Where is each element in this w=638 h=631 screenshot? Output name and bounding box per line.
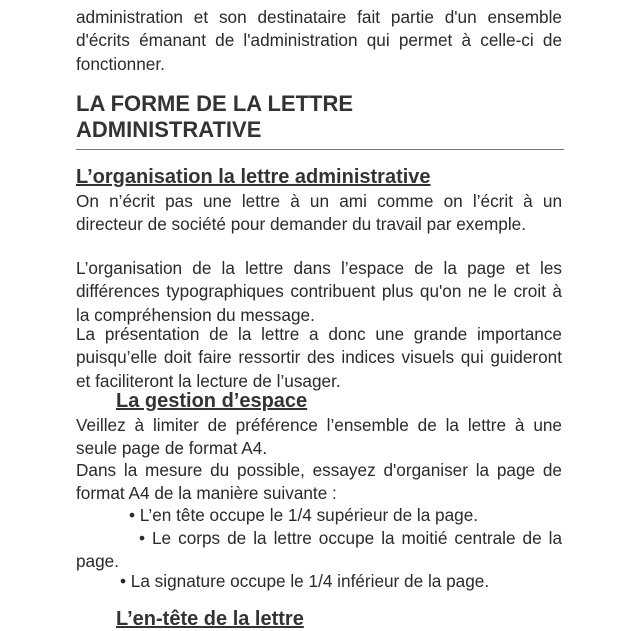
bullet-entete: • L’en tête occupe le 1/4 supérieur de la page. — [129, 505, 479, 525]
title-divider — [76, 149, 564, 150]
organisation-heading: L’organisation la lettre administrative — [76, 166, 431, 188]
section-title-line2: ADMINISTRATIVE — [76, 117, 262, 142]
gestion-paragraph-2: Dans la mesure du possible, essayez d'organiser la page de format A4 de la manière suivante : — [76, 460, 562, 504]
section-title-line1: LA FORME DE LA LETTRE — [76, 91, 354, 116]
organisation-paragraph-2: L’organisation de la lettre dans l’espace de la page et les différences typographiques contribuent plus qu'on ne le croit à la compréhension du message. — [76, 258, 562, 325]
bullet-signature: • La signature occupe le 1/4 inférieur de la page. — [120, 571, 490, 591]
organisation-paragraph-3: La présentation de la lettre a donc une grande importance puisqu’elle doit faire ressortir des indices visuels qui guideront et faciliteront la lecture de l’usager. — [76, 324, 562, 391]
intro-paragraph: administration et son destinataire fait partie d'un ensemble d'écrits émanant de l'administration qui permet à celle-ci de fonctionner. — [76, 7, 562, 74]
organisation-paragraph-1: On n’écrit pas une lettre à un ami comme on l’écrit à un directeur de société pour demander du travail par exemple. — [76, 191, 562, 235]
gestion-heading: La gestion d’espace — [116, 390, 308, 412]
gestion-paragraph-1: Veillez à limiter de préférence l’ensemble de la lettre à une seule page de format A4. — [76, 415, 562, 459]
bullet-corps: • Le corps de la lettre occupe la moitié centrale de la page. — [76, 528, 562, 572]
entete-heading: L’en-tête de la lettre — [116, 608, 304, 630]
